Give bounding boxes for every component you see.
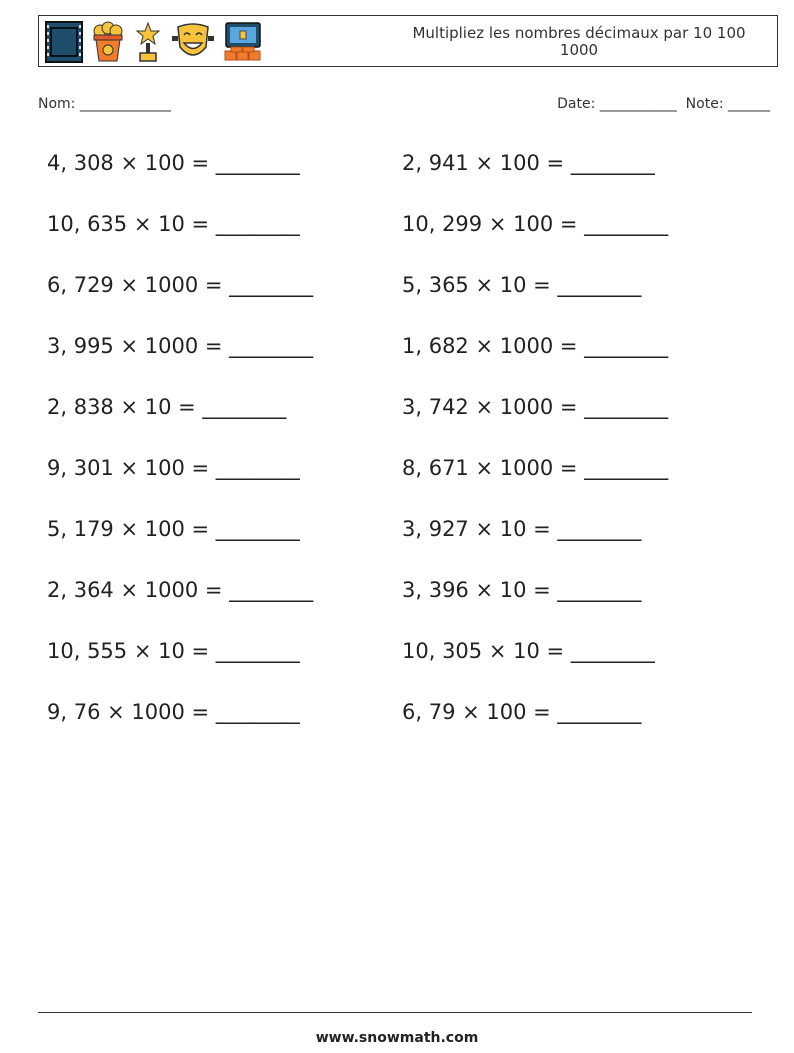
problem-grid [47,140,767,750]
problem: 3, 995 × 1000 = ________ [47,334,314,358]
problem: 2, 838 × 10 = ________ [47,395,287,419]
theater-mask-icon [171,21,215,63]
laptop-icon [223,21,263,63]
date-blank: ___________ [599,96,677,112]
problem: 10, 305 × 10 = ________ [402,639,655,663]
note-label: Note: [676,96,728,112]
note-blank: ______ [728,96,770,112]
problem: 9, 301 × 100 = ________ [47,456,300,480]
trophy-icon [133,21,163,63]
problem: 5, 365 × 10 = ________ [402,273,642,297]
problem: 5, 179 × 100 = ________ [47,517,300,541]
problem: 2, 364 × 1000 = ________ [47,578,314,602]
problem: 10, 299 × 100 = ________ [402,212,669,236]
footer-url[interactable]: www.snowmath.com [315,1030,479,1046]
problem: 6, 79 × 100 = ________ [402,700,642,724]
problem: 6, 729 × 1000 = ________ [47,273,314,297]
worksheet-title: Multipliez les nombres décimaux par 10 100 1000 [412,24,746,59]
date-note-fields [557,96,770,112]
name-field [38,96,171,112]
problem: 1, 682 × 1000 = ________ [402,334,669,358]
problem: 10, 555 × 10 = ________ [47,639,300,663]
footer-divider [38,1012,752,1013]
problem: 3, 396 × 10 = ________ [402,578,642,602]
problem: 4, 308 × 100 = ________ [47,151,300,175]
problem: 10, 635 × 10 = ________ [47,212,300,236]
film-strip-icon [45,21,83,63]
name-label: Nom: [38,96,80,112]
date-label: Date: [557,96,600,112]
worksheet-header [38,15,778,67]
popcorn-icon [91,21,125,63]
problem: 9, 76 × 1000 = ________ [47,700,300,724]
header-icons [45,20,263,64]
problem: 8, 671 × 1000 = ________ [402,456,669,480]
problem: 3, 742 × 1000 = ________ [402,395,669,419]
problem: 2, 941 × 100 = ________ [402,151,655,175]
name-blank: _____________ [79,96,171,112]
problem: 3, 927 × 10 = ________ [402,517,642,541]
